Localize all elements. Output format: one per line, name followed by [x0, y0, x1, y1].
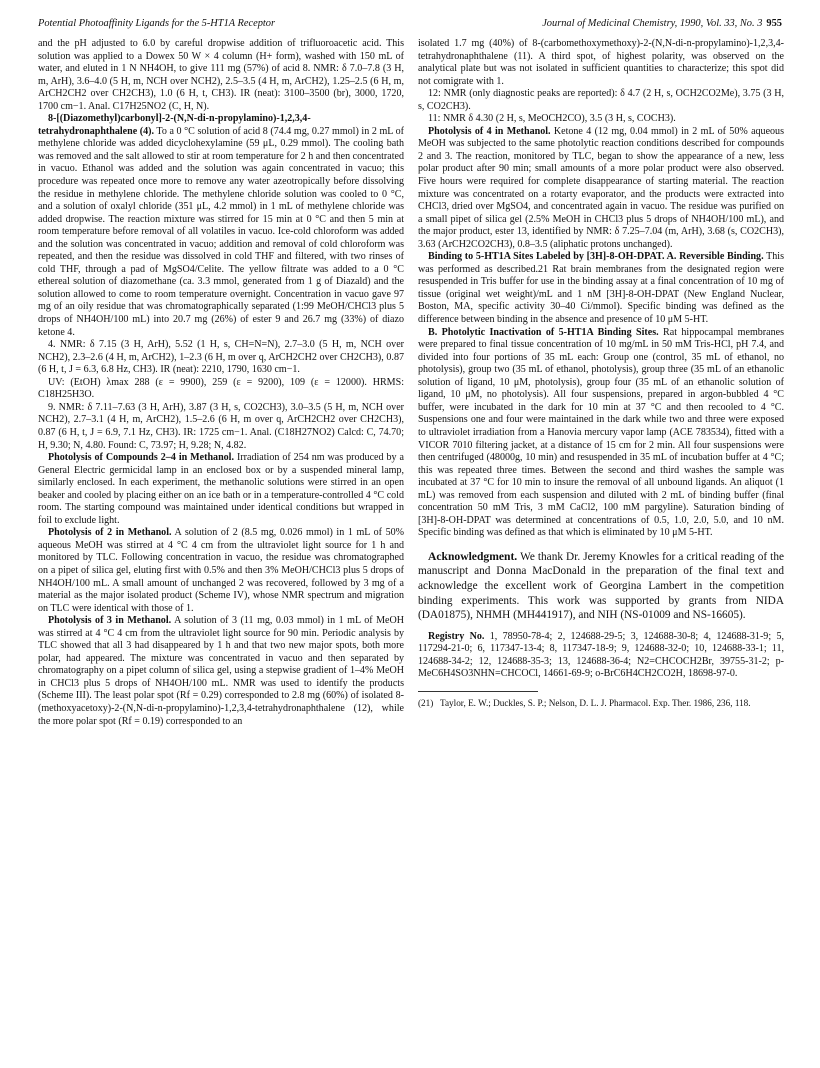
- paragraph-text: Rat hippocampal membranes were prepared to final tissue concentration of 10 mg/mL in 50 mM Tris-HCl, pH 7.4, and divided into four portions of 35 mL each: Group one (control, 35 mL of ethanol, no photolysis), group two (35 mL of ethanol, photolysis), group three (35 mL of an ethanolic solution of ligand, 10 μM, photolysis), group four (35 mL of an ethanolic solution of ligand, 10 μM, no photolysis). All four suspensions, prepared in argon-bubbled 4 °C buffer, were incubated in the dark for 10 min at 37 °C and then recooled to 4 °C. Suspensions one and four were maintained in the dark while two and three were exposed to ultraviolet irradiation from a Hanovia mercury vapor lamp (ACE 783534), fitted with a VICOR 7010 filtering jacket, at a distance of 15 cm for 2 min. All four suspensions were then centrifuged (48000g, 10 min) and resuspended in 35 mL of incubation buffer at 4 °C; this was repeated three times. Between the second and third washes the sample was incubated at 37 °C for 10 min to insure the removal of all unbound ligands. An aliquot (1 mL) was removed from each suspension and diluted with 2 mL of binding buffer (final concentration 50 mM Tris, 3 mM CaCl2, 100 mM pargyline). Saturation binding of [3H]-8-OH-DPAT was determined at concentrations of 0.5, 1.0, 2.0, 5.0, and 10 nM. Specific binding was defined as that which is eliminated by 10 μM 5-HT.: [418, 326, 784, 539]
- footnote-divider: [418, 691, 538, 692]
- journal-info: Journal of Medicinal Chemistry, 1990, Vol. 33, No. 3: [542, 18, 763, 29]
- paragraph-heading: 8-[(Diazomethyl)carbonyl]-2-(N,N-di-n-propylamino)-1,2,3,4-tetrahydronaphthalene (4).: [38, 113, 311, 137]
- paragraph-text: To a 0 °C solution of acid 8 (74.4 mg, 0.27 mmol) in 2 mL of methylene chloride was added dicyclohexylamine (59 μL, 0.29 mmol). The cooling bath was removed and the salt allowed to stir at room temperature for 2 h and then concentrated in vacuo. Ethanol was added and the solution was again concentrated in vacuo; this procedure was repeated once more to remove any water azeotropically before dissolving the residue in methylene chloride. The methylene chloride solution was cooled to 0 °C, and a solution of oxalyl chloride (351 μL, 4.2 mmol) in 1 mL of methylene chloride was added dropwise. The reaction mixture was stirred for 15 min at 0 °C and then 5 min at room temperature before removal of all volatiles in vacuo. Ice-cold chloroform was added and the solution was concentrated in vacuo; addition and removal of cold chloroform was repeated, and then the residue was dissolved in cold THF and filtered, with two rinses of cold THF, through a pad of MgSO4/Celite. The yellow filtrate was added to a 0 °C ethereal solution of diazomethane (ca. 3.3 mmol, generated from 1 g of Diazald) and the solution allowed to come to room temperature overnight. Concentration in vacuo gave 97 mg of an oily residue that was chromatographically separated (1:99 MeOH/CHCl3 plus 5 drops of NH4OH/100 mL) into 20.7 mg (26%) of ester 9 and 26.7 mg (33%) of diazo ketone 4.: [38, 125, 404, 338]
- paragraph-text: 12: NMR (only diagnostic peaks are reported): δ 4.7 (2 H, s, OCH2CO2Me), 3.75 (3 H, s, CO2CH3).: [418, 88, 784, 112]
- paragraph: [38, 377, 404, 402]
- left-column: [38, 38, 404, 728]
- paragraph: [38, 38, 404, 113]
- paragraph-heading: Binding to 5-HT1A Sites Labeled by [3H]-8-OH-DPAT. A. Reversible Binding.: [428, 251, 764, 263]
- paragraph-text: A solution of 2 (8.5 mg, 0.026 mmol) in 1 mL of 50% aqueous MeOH was stirred at 4 °C 4 cm from the ultraviolet light source for 1 h and monitored by TLC. Following concentration in vacuo, the residue was chromatographed on a pipet of silica gel, eluting first with 0.5% and then 3% MeOH/CHCl3 plus 5 drops of NH4OH/100 mL. A small amount of unchanged 2 was recovered, followed by 3 mg of a material as the major isolated product (Scheme IV), whose NMR spectrum and migration on TLC were identical with those of 1.: [38, 527, 405, 614]
- paragraph-text: 11: NMR δ 4.30 (2 H, s, MeOCH2CO), 3.5 (3 H, s, COCH3).: [428, 113, 676, 125]
- paragraph: [38, 113, 404, 339]
- footnote-reference: [418, 698, 784, 710]
- right-column: [418, 38, 784, 710]
- paragraph-text: A solution of 3 (11 mg, 0.03 mmol) in 1 mL of MeOH was stirred at 4 °C 4 cm from the ultraviolet light source for 90 min. Periodic analysis by TLC showed that all 3 had disappeared by 1 h and that two new major spots, both more polar, had appeared. The mixture was concentrated in vacuo and then separated by chromatography on a pipet column of silica gel, using a stepwise gradient of 1–4% MeOH in CHCl3 plus 5 drops of NH4OH/100 mL. NMR was used to identify the products (Scheme III). The least polar spot (Rf = 0.29) corresponded to 2.8 mg (60%) of isolated 8-(methoxyacetoxy)-2-(N,N-di-n-propylamino)-1,2,3,4-tetrahydronaphthalene (12), while the more polar spot (Rf = 0.19) corresponded to an: [38, 615, 404, 727]
- paragraph: [418, 38, 784, 88]
- paragraph-text: 4. NMR: δ 7.15 (3 H, ArH), 5.52 (1 H, s, CH=N=N), 2.7–3.0 (5 H, m, NCH over NCH2), 2.3–2.6 (4 H, m, ArCH2), 1–2.3 (6 H, m over q, ArCH2CH2 over CH2CH3), 0.87 (6 H, t, J = 6.3, 6.8 Hz, CH3). IR (neat): 2210, 1790, 1630 cm−1.: [38, 339, 404, 376]
- registry-heading: Registry No.: [428, 630, 485, 642]
- page-number: 955: [766, 18, 782, 29]
- paragraph-heading: Photolysis of 2 in Methanol.: [48, 527, 172, 539]
- paragraph-text: Irradiation of 254 nm was produced by a General Electric germicidal lamp in an enclosed box or by a suspended mineral lamp, similarly enclosed. In each experiment, the methanolic solutions were stirred in an open beaker and cooled by placing either on an ice bath or in a temperature-controlled 4 °C cold room. The starting compound was maintained under identical conditions but wrapped in foil to exclude light.: [38, 452, 404, 526]
- paragraph: [418, 88, 784, 113]
- acknowledgment: [418, 550, 784, 623]
- paragraph-text: Ketone 4 (12 mg, 0.04 mmol) in 2 mL of 50% aqueous MeOH was subjected to the same photolytic reaction conditions described for compounds 2 and 3. The reaction, monitored by TLC, began to show the appearance of a new, less polar product after 90 min; small amounts of a more polar product were also observed. Five hours were required for complete disappearance of starting material. The reaction mixture was concentrated on a rotarty evaporator, and the products were extracted into CHCl3, dried over MgSO4, and concentrated again in vacuo. The residue was purified on a small pipet of silica gel (2.5% MeOH in CHCl3 plus 5 drops of NH4OH/100 mL), and the major product, ester 13, identified by NMR: δ 7.25–7.04 (m, ArH), 3.68 (s, CO2CH3), 3.63 (ArCH2CO2CH3), 0.8–3.5 (aliphatic protons unchanged).: [418, 125, 784, 250]
- footnote-text: Taylor, E. W.; Duckles, S. P.; Nelson, D. L. J. Pharmacol. Exp. Ther. 1986, 236, 118.: [440, 698, 751, 709]
- paragraph-text: UV: (EtOH) λmax 288 (ε = 9900), 259 (ε = 9200), 109 (ε = 12000). HRMS: C18H25H3O.: [38, 376, 404, 401]
- paragraph: [418, 113, 784, 126]
- paragraph-text: isolated 1.7 mg (40%) of 8-(carbomethoxymethoxy)-2-(N,N-di-n-propylamino)-1,2,3,4-tetrahydronaphthalene (11). A third spot, of highest polarity, was observed on the analytical plate but was not isolated in sufficient quantities to characterize; this spot did not comigrate with 1.: [418, 38, 784, 87]
- acknowledgment-heading: Acknowledgment.: [428, 549, 518, 563]
- paragraph: [38, 527, 404, 615]
- acknowledgment-text: We thank Dr. Jeremy Knowles for a critical reading of the manuscript and Donna MacDonald in the preparation of the final text and acknowledge the excellent work of Georgina Lambert in the competition binding experiments. This work was supported by grants from NIDA (DA01875), NHMH (MH441917), and NIH (NS-01009 and NS-16605).: [418, 550, 784, 622]
- paragraph-text: 9. NMR: δ 7.11–7.63 (3 H, ArH), 3.87 (3 H, s, CO2CH3), 3.0–3.5 (5 H, m, NCH over NCH2), 2.7–3.1 (4 H, m, ArCH2), 1.5–2.6 (6 H, m over q, ArCH2CH2 over CH2CH3), 0.87 (6 H, t, J = 6.9, 7.1 Hz, CH3). IR: 1725 cm−1. Anal. (C18H27NO2) Calcd: C, 74.70; H, 9.30; N, 4.80. Found: C, 73.97; H, 9.28; N, 4.82.: [38, 401, 404, 451]
- paragraph: [38, 402, 404, 452]
- running-head: [38, 18, 782, 34]
- paragraph-heading: Photolysis of 3 in Methanol.: [48, 615, 172, 627]
- registry-text: 1, 78950-78-4; 2, 124688-29-5; 3, 124688-30-8; 4, 124688-31-9; 5, 117294-21-0; 6, 117347-13-4; 8, 117347-18-9; 9, 124688-32-0; 10, 124688-33-1; 11, 124688-34-2; 12, 124688-35-3; 13, 124688-36-4; N2=CHCOCH2Br, 39755-31-2; p-MeC6H4SO3NHN=CHCOCl, 14661-69-9; o-BrC6H4CH2CO2H, 18698-97-0.: [418, 630, 784, 680]
- paragraph-text: This was performed as described.21 Rat brain membranes from the designated region were resuspended in Tris buffer for use in the binding assay at a final concentration of 10 mg of tissue (original wet weight)/mL and 1 nM [3H]-8-OH-DPAT (New England Nuclear, Boston, MA, specific activity 30–40 Ci/mmol). Specific binding was defined as the difference between binding in the absence and presence of 10 μM 5-HT.: [418, 251, 784, 326]
- paragraph: [418, 327, 784, 540]
- paragraph: [38, 339, 404, 377]
- paragraph-heading: B. Photolytic Inactivation of 5-HT1A Binding Sites.: [428, 326, 659, 338]
- footnote-number: (21): [418, 698, 434, 709]
- paragraph-heading: Photolysis of Compounds 2–4 in Methanol.: [48, 452, 234, 464]
- running-title: Potential Photoaffinity Ligands for the 5-HT1A Receptor: [38, 18, 276, 29]
- paragraph: [38, 452, 404, 527]
- paragraph: [418, 126, 784, 251]
- journal-citation: [542, 18, 782, 29]
- registry-numbers: [418, 631, 784, 681]
- paragraph-heading: Photolysis of 4 in Methanol.: [428, 125, 551, 137]
- paragraph: [38, 615, 404, 728]
- paragraph: [418, 251, 784, 326]
- paragraph-text: and the pH adjusted to 6.0 by careful dropwise addition of trifluoroacetic acid. This solution was applied to a Dowex 50 W × 4 column (H+ form), washed with 150 mL of water, and eluted in 1 N NH4OH, to give 111 mg (57%) of acid 8. NMR: δ 7.0–7.8 (3 H, m, ArH), 3.6–4.0 (5 H, m, NCH over NCH2), 2.5–3.5 (4 H, m, ArCH2), 1.25–2.5 (6 H, m, ArCH2CH2 over CH2CH3), 1.0 (6 H, t, CH3). IR (neat): 3100–3500 (br), 3000, 1720, 1700 cm−1. Anal. C17H25NO2 (C, H, N).: [38, 38, 404, 112]
